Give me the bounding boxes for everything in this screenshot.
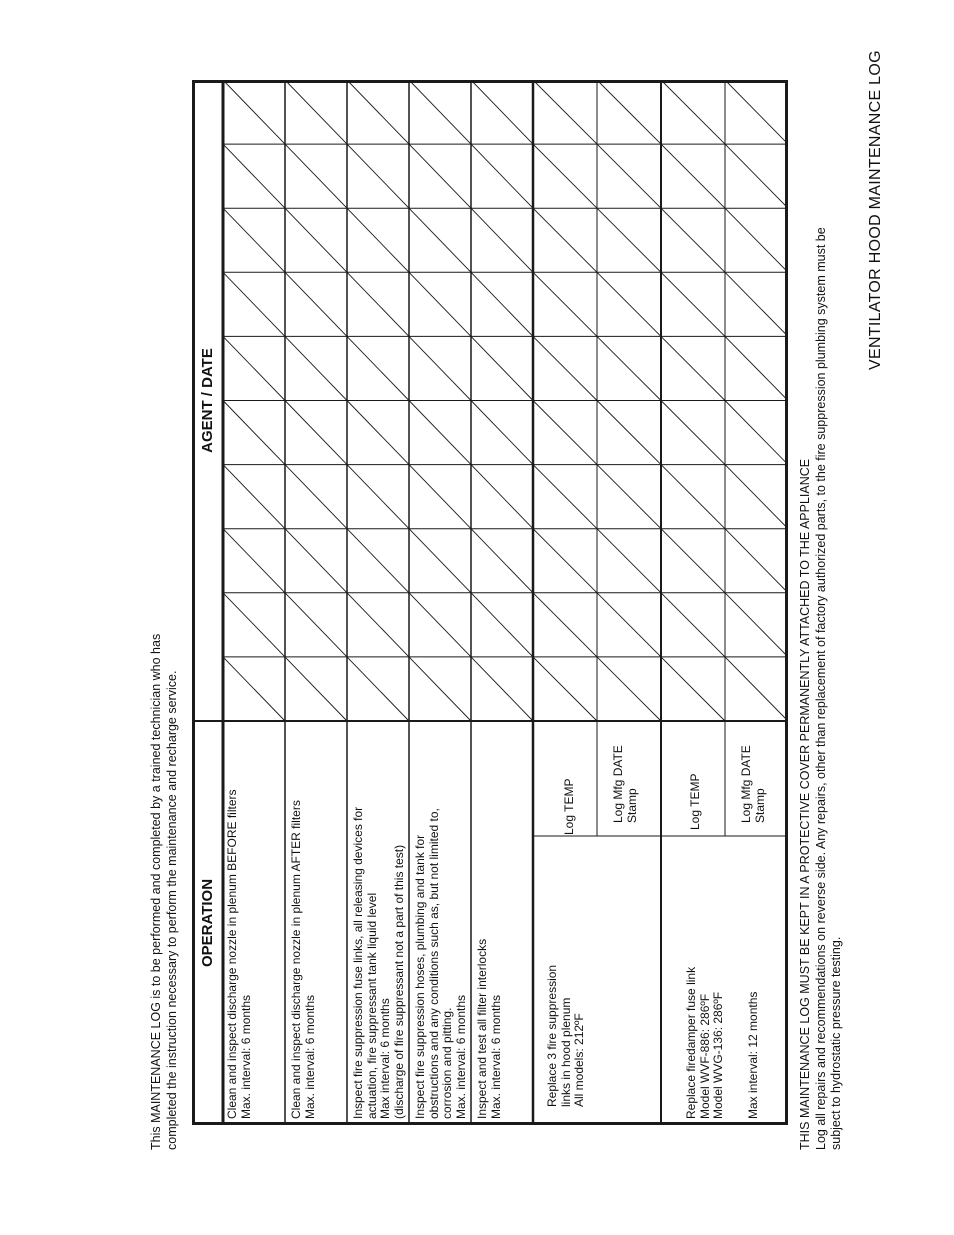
- operation-3-line-4: (discharge of fire suppressant not a part of this test): [391, 844, 406, 1119]
- agent-date-diagonal: [347, 593, 409, 657]
- operation-row-3: [352, 725, 406, 1119]
- operation-3-line-1: Inspect fire suppression fuse links, all releasing devices for: [351, 806, 365, 1119]
- agent-date-diagonal: [285, 401, 347, 465]
- firedamper-stamp-line-1: Log Mfg DATE: [739, 745, 753, 823]
- agent-date-diagonal: [409, 401, 471, 465]
- agent-date-diagonal: [409, 336, 471, 400]
- agent-date-diagonal: [471, 401, 533, 465]
- firedamper-log-stamp: [740, 745, 767, 823]
- operation-4-line-2: obstructions and any conditions such as, but not limited to,: [426, 808, 441, 1119]
- agent-date-diagonal: [597, 144, 661, 208]
- agent-date-diagonal: [223, 465, 285, 529]
- agent-date-diagonal: [285, 144, 347, 208]
- agent-date-diagonal: [533, 657, 597, 721]
- agent-date-diagonal: [223, 80, 285, 144]
- suppression-stamp-line-2: Stamp: [624, 788, 639, 823]
- agent-date-diagonal: [471, 80, 533, 144]
- agent-date-diagonal: [409, 208, 471, 272]
- agent-date-diagonal: [285, 336, 347, 400]
- agent-date-diagonal: [597, 465, 661, 529]
- footer-line-2: Log all repairs and recommendations on reverse side. Any repairs, other than replacement of factory authorized parts, to the fire suppression plumbing system must be: [813, 227, 828, 1150]
- agent-date-diagonal: [661, 401, 725, 465]
- agent-date-diagonal: [409, 529, 471, 593]
- agent-date-diagonal: [471, 657, 533, 721]
- agent-date-diagonal: [725, 657, 788, 721]
- agent-date-diagonal: [533, 593, 597, 657]
- footer-line-1: THIS MAINTENANCE LOG MUST BE KEPT IN A PROTECTIVE COVER PERMANENTLY ATTACHED TO THE APPLIANCE: [798, 458, 812, 1150]
- agent-date-diagonal: [471, 272, 533, 336]
- firedamper-stamp-line-2: Stamp: [752, 788, 767, 823]
- agent-date-diagonal: [347, 80, 409, 144]
- agent-date-diagonal: [661, 144, 725, 208]
- agent-date-diagonal: [533, 336, 597, 400]
- agent-date-diagonal: [597, 80, 661, 144]
- replace-suppression-links: [546, 857, 587, 1107]
- agent-date-diagonal: [223, 144, 285, 208]
- agent-date-diagonal: [725, 80, 788, 144]
- agent-date-diagonal: [597, 208, 661, 272]
- document-title: VENTILATOR HOOD MAINTENANCE LOG: [867, 50, 884, 370]
- agent-date-diagonal: [661, 529, 725, 593]
- agent-date-diagonal: [725, 336, 788, 400]
- agent-date-diagonal: [597, 272, 661, 336]
- agent-date-diagonal: [533, 144, 597, 208]
- agent-date-diagonal: [285, 208, 347, 272]
- operation-3-line-3: Max interval: 6 months: [378, 998, 392, 1119]
- agent-date-diagonal: [725, 465, 788, 529]
- replace-suppression-line-2: links in hood plenum: [558, 997, 573, 1107]
- agent-date-diagonal: [347, 336, 409, 400]
- operation-3-line-2: actuation, fire suppressant tank liquid level: [364, 892, 379, 1119]
- agent-date-diagonal: [223, 593, 285, 657]
- operation-row-2: [290, 725, 317, 1119]
- agent-date-diagonal: [223, 657, 285, 721]
- agent-date-diagonal: [661, 336, 725, 400]
- operation-header: OPERATION: [199, 878, 216, 968]
- agent-date-diagonal: [347, 144, 409, 208]
- footer-notes: [798, 70, 845, 1150]
- agent-date-diagonal: [409, 272, 471, 336]
- agent-date-diagonal: [347, 272, 409, 336]
- agent-date-diagonal: [661, 272, 725, 336]
- agent-date-diagonal: [471, 144, 533, 208]
- agent-date-diagonal: [661, 80, 725, 144]
- replace-firedamper-link: [685, 859, 726, 1119]
- agent-date-diagonal: [661, 208, 725, 272]
- agent-date-diagonal: [661, 593, 725, 657]
- agent-date-diagonal: [285, 272, 347, 336]
- agent-date-diagonal: [223, 401, 285, 465]
- agent-date-diagonal: [533, 272, 597, 336]
- agent-date-diagonal: [533, 80, 597, 144]
- agent-date-diagonal: [409, 593, 471, 657]
- operation-1-line-2: Max. interval: 6 months: [238, 994, 253, 1119]
- agent-date-diagonal: [471, 336, 533, 400]
- operation-5-line-1: Inspect and test all filter interlocks: [475, 938, 489, 1119]
- firedamper-log-temp: Log TEMP: [688, 773, 702, 830]
- agent-date-diagonal: [725, 401, 788, 465]
- operation-4-line-1: Inspect fire suppression hoses, plumbing and tank for: [413, 834, 427, 1119]
- operation-row-1: [226, 725, 253, 1119]
- operation-4-line-4: Max. interval: 6 months: [453, 994, 468, 1119]
- agent-date-diagonal: [223, 208, 285, 272]
- suppression-log-temp: Log TEMP: [562, 778, 576, 835]
- firedamper-max-interval: Max interval: 12 months: [746, 991, 760, 1119]
- replace-firedamper-line-2: Model WVF-886: 286ºF: [697, 993, 712, 1119]
- agent-date-diagonal: [597, 529, 661, 593]
- replace-firedamper-line-1: Replace firedamper fuse link: [684, 966, 698, 1119]
- agent-date-diagonal: [347, 529, 409, 593]
- agent-date-diagonal: [471, 529, 533, 593]
- operation-row-4: [414, 725, 468, 1119]
- agent-date-diagonal: [347, 657, 409, 721]
- footer-line-3: subject to hydrostatic pressure testing.: [829, 936, 843, 1150]
- agent-date-header: AGENT / DATE: [199, 348, 216, 453]
- agent-date-diagonal: [285, 80, 347, 144]
- agent-date-diagonal: [597, 401, 661, 465]
- operation-2-line-1: Clean and inspect discharge nozzle in plenum AFTER filters: [289, 800, 303, 1119]
- agent-date-diagonal: [223, 529, 285, 593]
- operation-5-line-2: Max. interval: 6 months: [488, 994, 503, 1119]
- intro-line-1: This MAINTENANCE LOG is to be performed and completed by a trained technician who has: [149, 633, 163, 1150]
- agent-date-diagonal: [533, 401, 597, 465]
- agent-date-diagonal: [471, 593, 533, 657]
- agent-date-diagonal: [725, 208, 788, 272]
- agent-date-diagonal: [347, 208, 409, 272]
- agent-date-diagonal: [533, 208, 597, 272]
- replace-suppression-line-1: Replace 3 fire suppression: [545, 964, 559, 1107]
- agent-date-diagonal: [285, 657, 347, 721]
- agent-date-diagonal: [409, 80, 471, 144]
- intro-line-2: completed the instruction necessary to perform the maintenance and recharge service.: [165, 670, 179, 1150]
- agent-date-diagonal: [409, 657, 471, 721]
- agent-date-diagonal: [533, 529, 597, 593]
- agent-date-diagonal: [285, 593, 347, 657]
- agent-date-diagonal: [725, 529, 788, 593]
- agent-date-diagonal: [725, 144, 788, 208]
- agent-date-diagonal: [285, 465, 347, 529]
- agent-date-diagonal: [223, 336, 285, 400]
- agent-date-diagonal: [597, 336, 661, 400]
- operation-4-line-3: corrosion and pitting.: [440, 1007, 454, 1119]
- agent-date-diagonal: [347, 465, 409, 529]
- agent-date-diagonal: [661, 657, 725, 721]
- agent-date-diagonal: [661, 465, 725, 529]
- operation-row-5: [476, 725, 503, 1119]
- suppression-log-stamp: [612, 745, 639, 823]
- agent-date-diagonal: [347, 401, 409, 465]
- intro-text: [148, 430, 180, 1150]
- suppression-stamp-line-1: Log Mfg DATE: [611, 745, 625, 823]
- agent-date-diagonal: [725, 272, 788, 336]
- agent-date-diagonal: [471, 208, 533, 272]
- agent-date-diagonal: [471, 465, 533, 529]
- agent-date-diagonal: [409, 465, 471, 529]
- agent-date-diagonal: [533, 465, 597, 529]
- agent-date-diagonal: [597, 657, 661, 721]
- agent-date-diagonal: [597, 593, 661, 657]
- replace-firedamper-line-3: Model WVG-136: 286ºF: [711, 991, 725, 1119]
- agent-date-diagonal: [725, 593, 788, 657]
- agent-date-diagonal: [285, 529, 347, 593]
- operation-2-line-2: Max. interval: 6 months: [302, 994, 317, 1119]
- agent-date-diagonal: [223, 272, 285, 336]
- agent-date-diagonal: [409, 144, 471, 208]
- replace-suppression-line-3: All models: 212ºF: [572, 1013, 586, 1107]
- operation-1-line-1: Clean and inspect discharge nozzle in plenum BEFORE filters: [225, 789, 239, 1119]
